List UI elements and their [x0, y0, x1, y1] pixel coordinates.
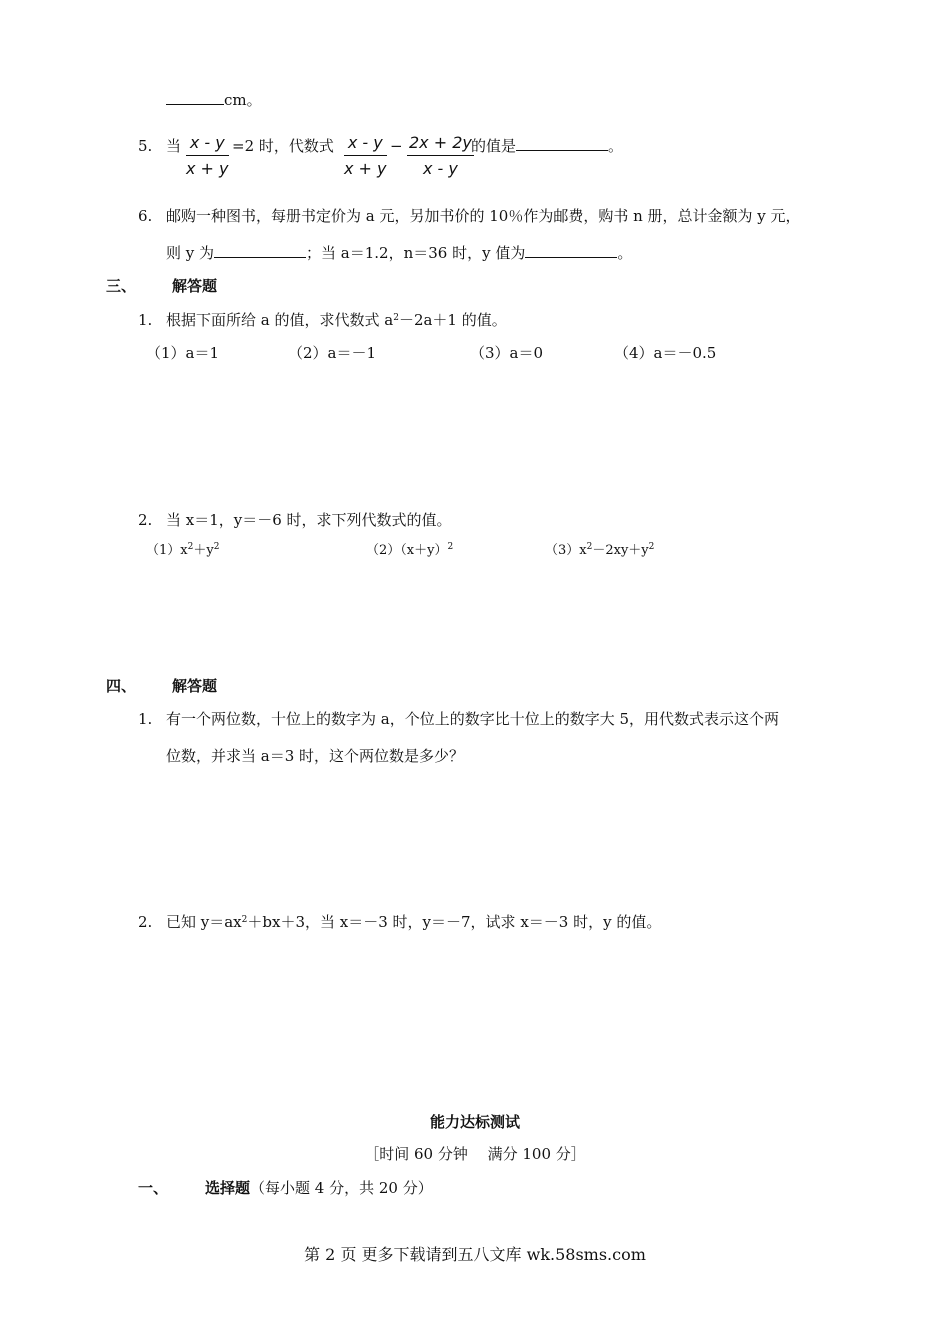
superscript: 2 — [648, 542, 655, 552]
s3-q2-text: 当 x＝1，y＝－6 时，求下列代数式的值。 — [166, 511, 452, 529]
fraction-denominator: x - y — [422, 159, 458, 178]
ability-test-subtitle: ［时间 60 分钟 满分 100 分］ — [364, 1145, 586, 1163]
q6-number: 6. — [138, 207, 153, 225]
fraction-numerator: x - y — [186, 133, 229, 156]
q5-condition-fraction — [186, 133, 229, 179]
option-text: （2）（x＋y） — [366, 543, 448, 558]
fraction-denominator: x + y — [344, 159, 387, 178]
ability-section1-heading — [205, 1178, 433, 1198]
q5-end: 。 — [608, 137, 624, 155]
superscript: 2 — [213, 542, 220, 552]
s3-q1-text — [166, 310, 507, 330]
q5-expression-fraction-1 — [344, 133, 387, 179]
section3-title: 解答题 — [172, 277, 218, 295]
s3-q1-text-b: －2a＋1 的值。 — [398, 311, 507, 329]
q5-tail-text: 的值是 — [471, 137, 517, 155]
s3-q1-number: 1. — [138, 311, 153, 329]
s3-q2-option-2 — [366, 541, 453, 561]
option-text: ＋y — [193, 543, 214, 558]
superscript: 2 — [187, 542, 194, 552]
ability-section1-note: （每小题 4 分，共 20 分） — [250, 1179, 433, 1197]
superscript: 2 — [447, 542, 454, 552]
option-text: （3）x — [545, 543, 587, 558]
s3-q1-option-2: （2）a＝－1 — [288, 344, 377, 362]
section3-number: 三、 — [106, 277, 137, 295]
answer-blank — [525, 244, 617, 258]
option-text: （1）x — [146, 543, 188, 558]
superscript: 2 — [586, 542, 593, 552]
answer-blank — [214, 244, 306, 258]
s4-q1-line2: 位数，并求当 a＝3 时，这个两位数是多少？ — [166, 747, 465, 765]
fraction-numerator: 2x + 2y — [407, 133, 474, 156]
q6-line2-c: 。 — [617, 244, 633, 262]
s3-q1-option-3: （3）a＝0 — [470, 344, 544, 362]
section4-number: 四、 — [106, 677, 137, 695]
section4-title: 解答题 — [172, 677, 218, 695]
ability-section1-number: 一、 — [138, 1179, 169, 1197]
q5-lead: 当 — [166, 137, 182, 155]
s4-q2-text — [166, 912, 661, 932]
s4-q1-number: 1. — [138, 710, 153, 728]
s3-q2-number: 2. — [138, 511, 153, 529]
fraction-denominator: x + y — [186, 159, 229, 178]
answer-blank — [166, 91, 224, 105]
superscript: 2 — [393, 313, 399, 323]
q6-line2-a: 则 y 为 — [166, 244, 215, 262]
s3-q1-option-4: （4）a＝－0.5 — [614, 344, 717, 362]
answer-blank — [516, 137, 608, 151]
superscript: 2 — [241, 915, 248, 925]
s4-q2-text-b: ＋bx＋3，当 x＝－3 时，y＝－7，试求 x＝－3 时，y 的值。 — [247, 913, 662, 931]
top-answer-line — [166, 90, 262, 110]
q6-line1: 邮购一种图书，每册书定价为 a 元，另加书价的 10％作为邮费，购书 n 册，总计金额为 y 元， — [166, 207, 801, 225]
s3-q1-option-1: （1）a＝1 — [146, 344, 220, 362]
s4-q1-line1: 有一个两位数，十位上的数字为 a，个位上的数字比十位上的数字大 5，用代数式表示这个两 — [166, 710, 780, 728]
ability-section1-title: 选择题 — [205, 1179, 251, 1197]
q5-tail — [471, 136, 623, 156]
s3-q2-option-3 — [545, 541, 654, 561]
s4-q2-number: 2. — [138, 913, 153, 931]
q5-number: 5. — [138, 137, 153, 155]
q5-minus-sign: − — [390, 137, 403, 155]
ability-test-title: 能力达标测试 — [429, 1113, 520, 1131]
s3-q2-option-1 — [146, 541, 219, 561]
q6-line2 — [166, 243, 632, 263]
unit-text: cm。 — [224, 91, 262, 109]
s4-q2-text-a: 已知 y＝ax — [166, 913, 242, 931]
page-footer: 第 2 页 更多下载请到五八文库 wk.58sms.com — [304, 1245, 646, 1264]
q6-line2-b: ；当 a＝1.2，n＝36 时，y 值为 — [306, 244, 526, 262]
q5-expression-fraction-2 — [407, 133, 474, 179]
s3-q1-text-a: 根据下面所给 a 的值，求代数式 a — [166, 311, 394, 329]
fraction-numerator: x - y — [344, 133, 387, 156]
option-text: －2xy＋y — [592, 543, 649, 558]
q5-condition-rest: =2 时，代数式 — [232, 137, 334, 155]
